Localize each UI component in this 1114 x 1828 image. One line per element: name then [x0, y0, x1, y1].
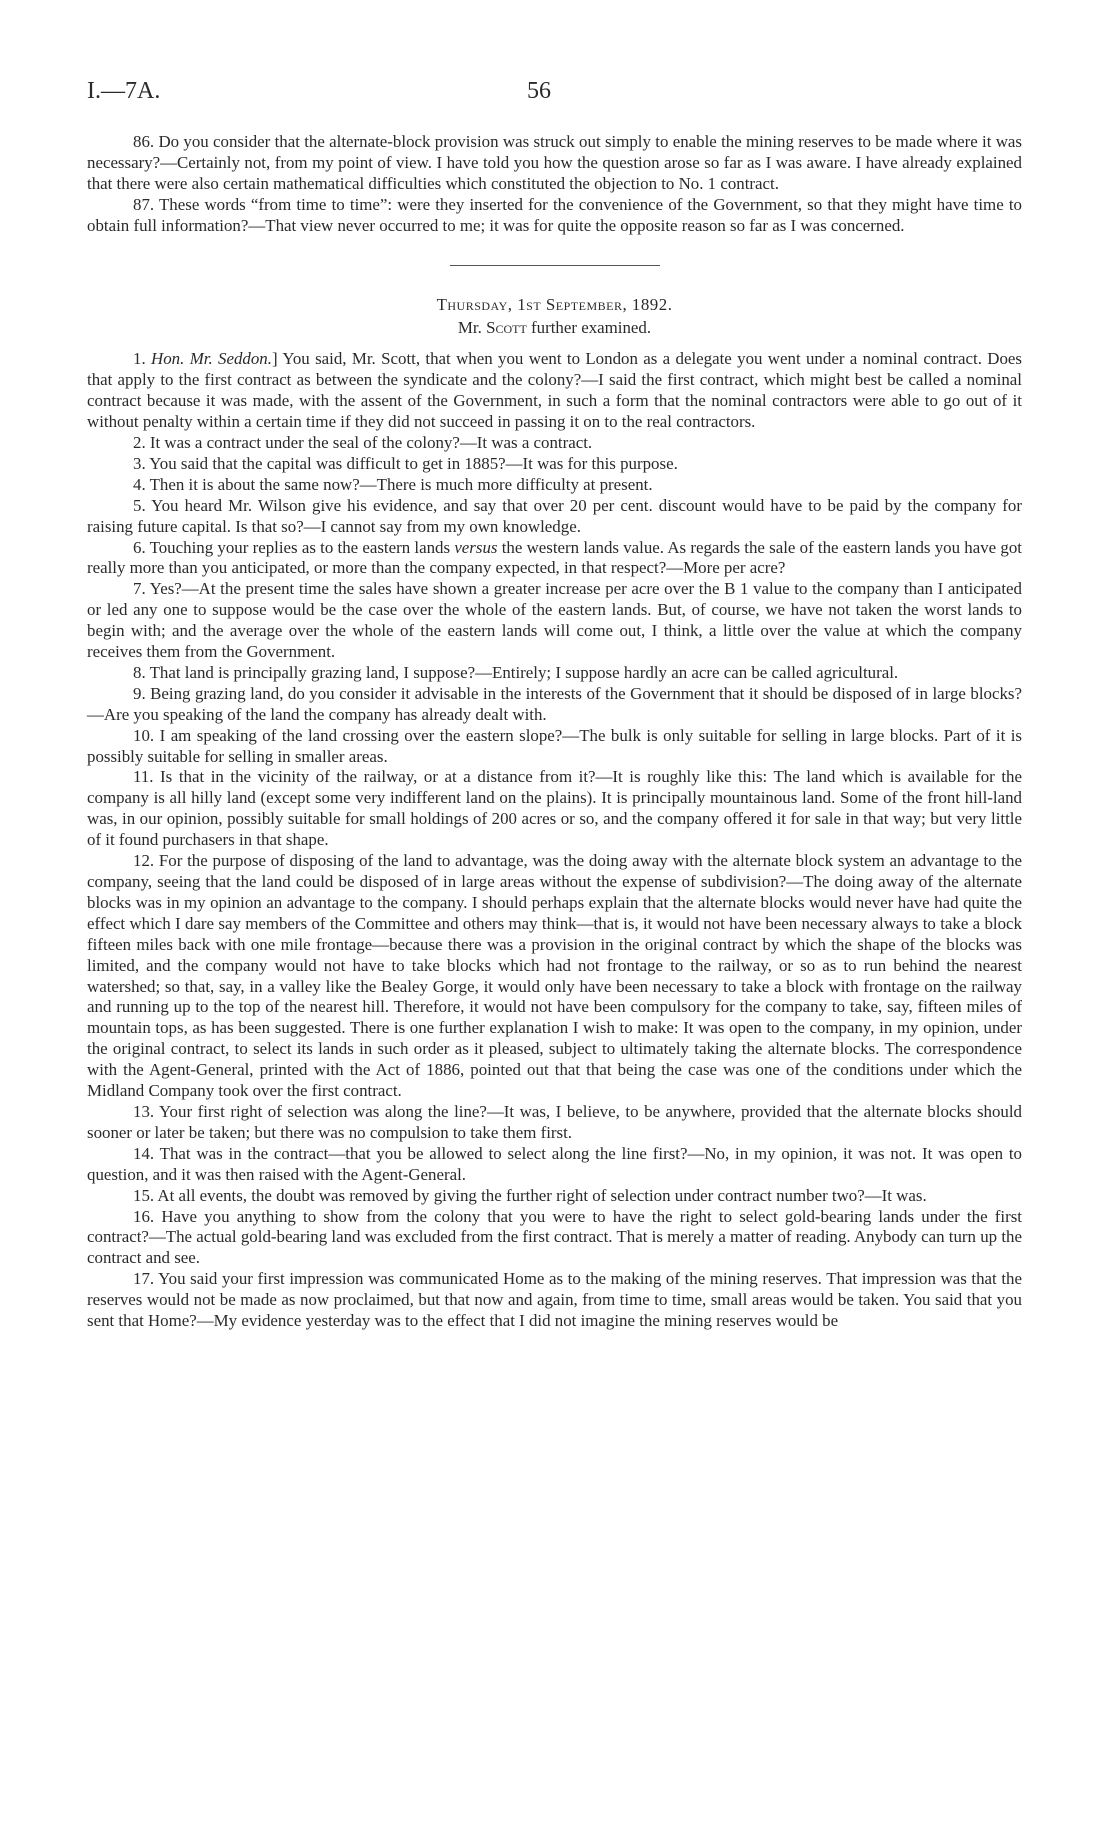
question-text: That land is principally grazing land, I suppose?—Entirely; I suppose hardly an acre can be called agricultural. — [145, 662, 899, 682]
question-text: You said your first impression was communicated Home as to the making of the mining reserves. That impression was that the reserves would not be made as now proclaimed, but that now and again, from time to time, small areas would be taken. You said that you sent that Home?—My evidence yesterday was to the effect that I did not imagine the mining reserves would be — [87, 1269, 1022, 1331]
question-paragraph — [87, 195, 1022, 237]
question-paragraph — [87, 349, 1022, 433]
question-text: For the purpose of disposing of the land to advantage, was the doing away with the alternate block system an advantage to the company, seeing that the land could be disposed of in large areas without the expense of subdivision?—The doing away of the alternate blocks was in my opinion an advantage to the company. I should perhaps explain that the alternate blocks would never have had quite the effect which I dare say members of the Committee and others may think—that is, it would not have been necessary always to take a block fifteen miles back with one mile frontage—because there was a provision in the original contract by which the shape of the blocks was limited, and the company would not have to take blocks which had not frontage to the railway, or so as to run behind the nearest watershed; so that, say, in a valley like the Bealey Gorge, it would only have been necessary to take a block with frontage on the railway and running up to the top of the nearest hill. Therefore, it would not have been compulsory for the company to take, say, fifteen miles of mountain tops, as has been suggested. There is one further explanation I wish to make: It was open to the company, in my opinion, under the original contract, to select its lands in such order as it pleased, subject to ultimately taking the alternate blocks. The correspondence with the Agent-General, printed with the Act of 1886, pointed out that that being the case was one of the conditions under which the Midland Company took over the first contract. — [87, 851, 1022, 1101]
question-number: 6. — [133, 537, 146, 557]
question-paragraph — [87, 454, 1022, 475]
question-number: 3. — [133, 453, 146, 473]
page-header — [87, 70, 1022, 110]
question-text: At all events, the doubt was removed by giving the further right of selection under contract number two?—It was. — [154, 1185, 927, 1205]
question-number: 11. — [133, 767, 154, 787]
question-paragraph — [87, 684, 1022, 726]
question-text: Have you anything to show from the colony that you were to have the right to select gold-bearing lands under the first contract?—The actual gold-bearing land was excluded from the first contract. That is merely a matter of reading. Anybody can turn up the contract and see. — [87, 1206, 1022, 1268]
question-number: 86. — [133, 132, 155, 151]
question-number: 2. — [133, 432, 146, 452]
question-text: the western lands value. As regards the sale of the eastern lands you have got really more than you anticipated, or more than the company expected, in that respect?—More per acre? — [87, 537, 1022, 578]
question-text: These words “from time to time”: were they inserted for the convenience of the Government, so that they might have time to obtain full information?—That view never occurred to me; it was for quite the opposite reason so far as I was concerned. — [87, 194, 1022, 235]
italic-word: versus — [454, 537, 498, 557]
question-number: 15. — [133, 1185, 155, 1205]
section-divider — [450, 265, 660, 266]
witness-suffix: further examined. — [526, 318, 652, 338]
question-paragraph — [87, 1186, 1022, 1207]
question-text: Then it is about the same now?—There is much more difficulty at present. — [145, 474, 653, 494]
question-paragraph — [87, 1102, 1022, 1144]
question-paragraph — [87, 1144, 1022, 1186]
question-text: Is that in the vicinity of the railway, or at a distance from it?—It is roughly like this: The land which is available for the company is all hilly land (except some very indifferent land on the plains). It is principally mountainous land. Some of the front hill-land was, in our opinion, possibly suitable for small holdings of 200 acres or so, and the company offered it for sale in that way; but very little of it found purchasers in that shape. — [87, 767, 1022, 850]
session-date: Thursday, 1st September, 1892. — [436, 294, 673, 314]
question-text: I am speaking of the land crossing over the eastern slope?—The bulk is only suitable for selling in large blocks. Part of it is possibly suitable for selling in smaller areas. — [87, 725, 1022, 766]
question-paragraph — [87, 851, 1022, 1102]
paragraphs-final — [87, 579, 1022, 1332]
question-number: 12. — [133, 851, 155, 871]
question-number: 4. — [133, 474, 146, 494]
question-paragraph — [87, 132, 1022, 195]
question-paragraph — [87, 538, 1022, 580]
question-paragraph — [87, 579, 1022, 663]
question-paragraph — [87, 1269, 1022, 1332]
question-text: Being grazing land, do you consider it advisable in the interests of the Government that it should be disposed of in large blocks?—Are you speaking of the land the company has already dealt with. — [87, 683, 1022, 724]
question-text: You said that the capital was difficult to get in 1885?—It was for this purpose. — [145, 453, 678, 473]
question-number: 14. — [133, 1143, 155, 1163]
question-text: That was in the contract—that you be allowed to select along the line first?—No, in my opinion, it was not. It was open to question, and it was then raised with the Agent-General. — [87, 1143, 1022, 1184]
question-number: 8. — [133, 662, 146, 682]
question-number: 13. — [133, 1101, 155, 1121]
question-number: 5. — [133, 495, 146, 515]
question-paragraph — [87, 767, 1022, 851]
question-number: 16. — [133, 1206, 155, 1226]
witness-prefix: Mr. — [457, 318, 487, 338]
witness-line — [87, 318, 1022, 339]
question-paragraph — [87, 663, 1022, 684]
paragraphs-after — [87, 433, 1022, 538]
question-number: 9. — [133, 683, 146, 703]
speaker-name: Hon. Mr. Seddon. — [151, 349, 272, 369]
paper-reference: I.—7A. — [87, 78, 161, 104]
question-paragraph — [87, 726, 1022, 768]
question-number: 10. — [133, 725, 155, 745]
question-text: It was a contract under the seal of the colony?—It was a contract. — [145, 432, 593, 452]
question-paragraph — [87, 496, 1022, 538]
question-number: 7. — [133, 579, 146, 599]
question-number: 1. — [133, 349, 146, 369]
question-paragraph — [87, 433, 1022, 454]
question-paragraph — [87, 475, 1022, 496]
question-text: You heard Mr. Wilson give his evidence, and say that over 20 per cent. discount would have to be paid by the company for raising future capital. Is that so?—I cannot say from my own knowledge. — [87, 495, 1022, 536]
question-text: Touching your replies as to the eastern lands — [145, 537, 455, 557]
witness-name: Scott — [486, 318, 527, 338]
page-body — [87, 132, 1022, 1332]
paragraphs-before — [87, 132, 1022, 237]
question-paragraph — [87, 1207, 1022, 1270]
question-text: Yes?—At the present time the sales have shown a greater increase per acre over the B 1 value to the company than I anticipated or led any one to suppose would be the case over the whole of the eastern lands. But, of course, we have not taken the worst lands to begin with; and the average over the whole of the eastern lands will come out, I think, a little over the value at which the company receives them from the Government. — [87, 579, 1022, 662]
question-number: 87. — [133, 194, 155, 214]
question-number: 17. — [133, 1269, 155, 1289]
question-text: Your first right of selection was along the line?—It was, I believe, to be anywhere, provided that the alternate blocks should sooner or later be taken; but there was no compulsion to take them first. — [87, 1101, 1022, 1142]
question-text: ] You said, Mr. Scott, that when you went to London as a delegate you went under a nominal contract. Does that apply to the first contract as between the syndicate and the colony?—I said the first contract, which might best be called a nominal contract because it was made, with the assent of the Government, in such a form that the nominal contractors were able to go out of it without penalty within a certain time if they did not succeed in passing it on to the real contractors. — [87, 349, 1023, 432]
page-number: 56 — [527, 78, 551, 104]
question-text: Do you consider that the alternate-block provision was struck out simply to enable the mining reserves to be made where it was necessary?—Certainly not, from my point of view. I have told you how the question arose so far as I was aware. I have already explained that there were also certain mathematical difficulties which constituted the objection to No. 1 contract. — [87, 132, 1022, 193]
